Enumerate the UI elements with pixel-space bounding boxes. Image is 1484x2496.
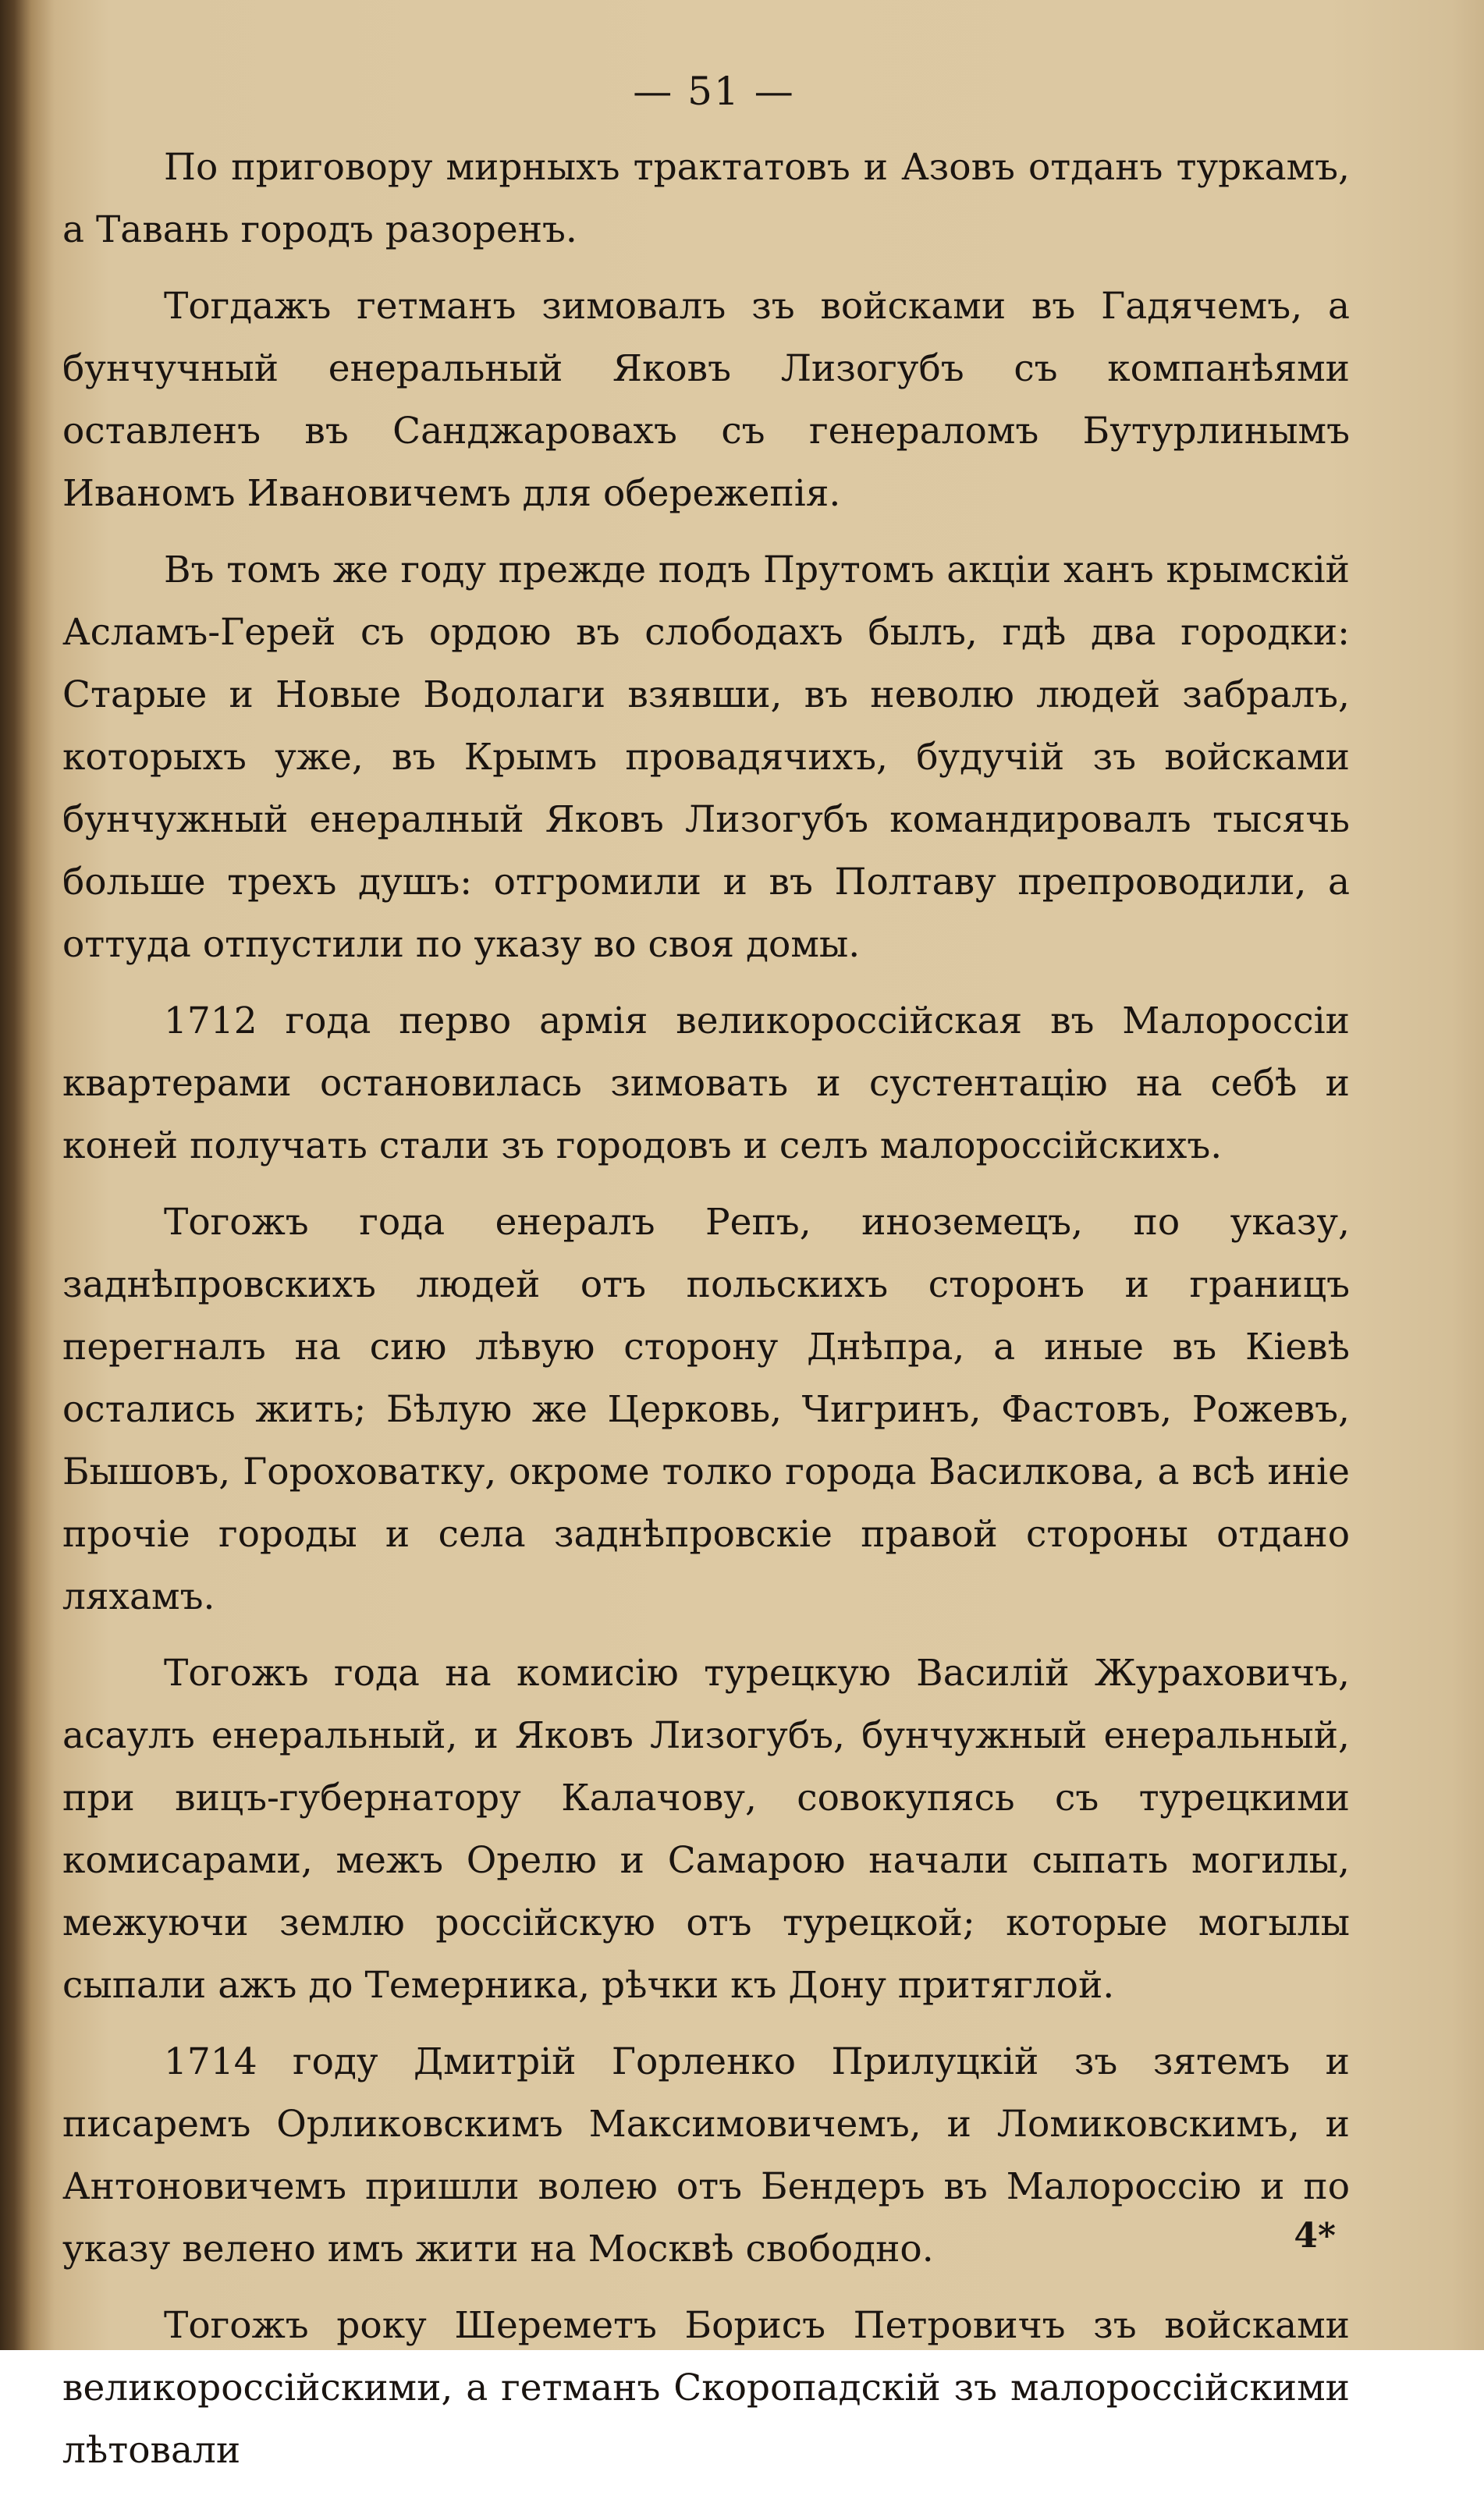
paragraph: По приговору мирныхъ трактатовъ и Азовъ отданъ туркамъ, а Тавань городъ разоренъ.: [62, 146, 1350, 251]
paragraph: Тогдажъ гетманъ зимовалъ зъ войсками въ Гадячемъ, а бунчучный енеральный Яковъ Лизогубъ съ компанѣями оставленъ въ Санджаровахъ съ генераломъ Бутурлинымъ Иваномъ Ивановичемъ для обережепія.: [62, 285, 1350, 515]
paragraph: Тогожъ года енералъ Репъ, иноземецъ, по указу, заднѣпровскихъ людей отъ польскихъ сторонъ и границъ перегналъ на сию лѣвую сторону Днѣпра, а иные въ Кіевѣ остались жить; Бѣлую же Церковь, Чигринъ, Фастовъ, Рожевъ, Бышовъ, Гороховатку, окроме толко города Василкова, а всѣ иніе прочіе городы и села заднѣпровскіе правой стороны отдано ляхамъ.: [62, 1201, 1350, 1618]
paragraph: 1712 года перво армія великороссійская въ Малороссіи квартерами остановилась зимовать и сустентацію на себѣ и коней получать стали зъ городовъ и селъ малороссійскихъ.: [62, 999, 1350, 1167]
paragraph: Въ томъ же году прежде подъ Прутомъ акціи ханъ крымскій Асламъ-Герей съ ордою въ слободахъ былъ, гдѣ два городки: Старые и Новые Водолаги взявши, въ неволю людей забралъ, которыхъ уже, въ Крымъ провадячихъ, будучій зъ войсками бунчужный енералный Яковъ Лизогубъ командировалъ тысячь больше трехъ душъ: отгромили и въ Полтаву препроводили, а оттуда отпустили по указу во своя домы.: [62, 549, 1350, 966]
page-number: — 51 —: [633, 69, 795, 114]
body-text: [62, 137, 1350, 2496]
signature-mark: 4*: [1294, 2216, 1336, 2256]
paragraph: Тогожъ года на комисію турецкую Василій Жураховичъ, асаулъ енеральный, и Яковъ Лизогубъ, бунчужный енеральный, при вицъ-губернатору Калачову, совокупясь съ турецкими комисарами, межъ Орелю и Самарою начали сыпать могилы, межуючи землю россійскую отъ турецкой; которые могылы сыпали ажъ до Темерника, рѣчки къ Дону притяглой.: [62, 1652, 1350, 2007]
paragraph: 1714 году Дмитрій Горленко Прилуцкій зъ зятемъ и писаремъ Орликовскимъ Максимовичемъ, и Ломиковскимъ, и Антоновичемъ пришли волею отъ Бендеръ въ Малороссію и по указу велено имъ жити на Москвѣ свободно.: [62, 2040, 1350, 2271]
paragraph: Тогожъ року Шереметъ Борисъ Петровичъ зъ войсками великороссійскими, а гетманъ Скоропадскій зъ малороссійскими лѣтовали: [62, 2304, 1350, 2472]
